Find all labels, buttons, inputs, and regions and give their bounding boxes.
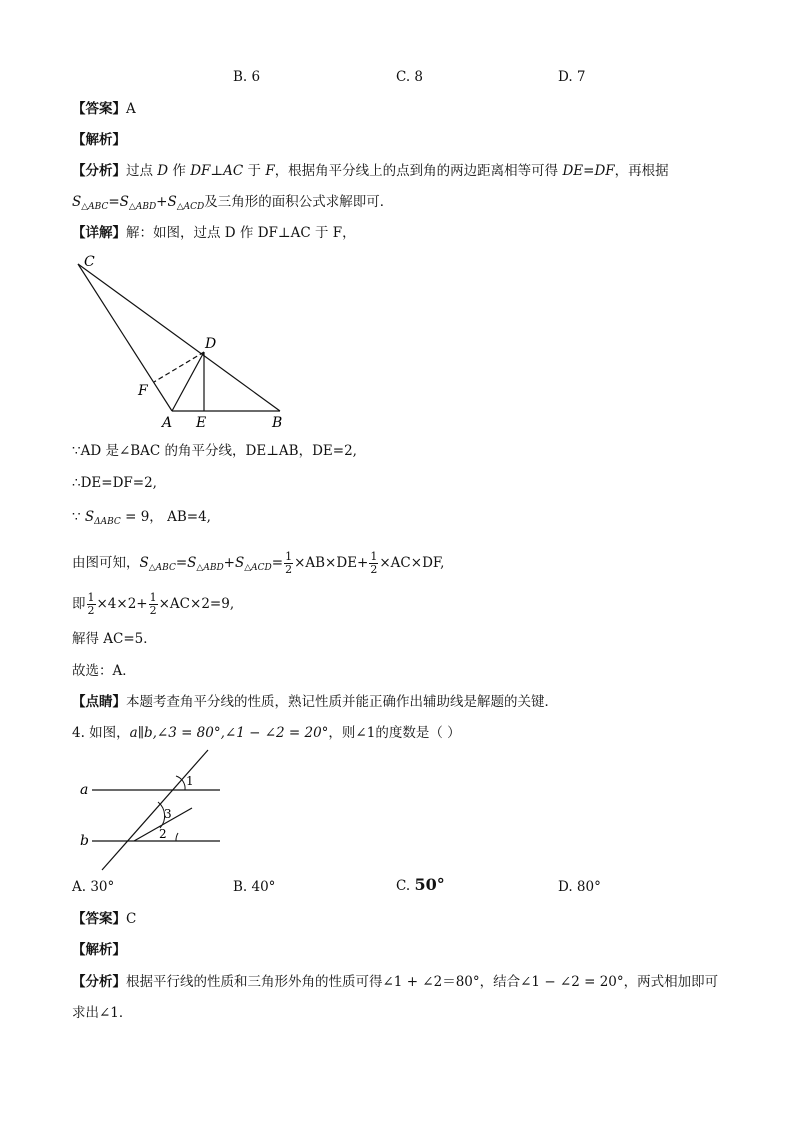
- label-d: D: [205, 336, 217, 352]
- q3-dianjing: 【点睛】本题考查角平分线的性质，熟记性质并能正确作出辅助线是解题的关键．: [72, 694, 558, 710]
- q3-because-2: ∵ $S_{\Delta ABC} = 9$， AB=4,: [72, 509, 211, 527]
- label-a: a: [80, 782, 89, 798]
- q3-solve: 解得 AC=5．: [72, 631, 157, 647]
- q4-option-a: A. 30°: [72, 879, 115, 895]
- q4-answer: 【答案】C: [72, 911, 137, 927]
- q3-because-1: ∵AD 是∠BAC 的角平分线，DE⊥AB，DE=2,: [72, 443, 357, 459]
- q4-analysis-tag: 【解析】: [72, 942, 126, 958]
- q3-fenxi-line2: $S_{\triangle ABC}=S_{\triangle ABD}+S_{\triangle ACD}$及三角形的面积公式求解即可．: [72, 194, 394, 212]
- q4-option-d: D. 80°: [558, 879, 601, 895]
- q3-xiangjie-line: 【详解】解：如图，过点 D 作 DF⊥AC 于 F，: [72, 225, 356, 241]
- q3-ji-line: 即 $\frac{1}{2}$ ×4×2+ $\frac{1}{2}$ ×AC×2=9,: [72, 591, 235, 617]
- fraction-half: $\frac{1}{2}$: [149, 591, 157, 617]
- q3-choose: 故选：A．: [72, 663, 136, 679]
- q3-answer: 【答案】A: [72, 101, 136, 117]
- label-angle-2: 2: [159, 827, 167, 841]
- q3-therefore-1: ∴DE=DF=2,: [72, 475, 157, 491]
- q3-option-c: C. 8: [396, 69, 424, 85]
- fraction-half: $\frac{1}{2}$: [87, 591, 95, 617]
- segment-ca: [78, 264, 172, 411]
- triangle-figure: [70, 248, 300, 433]
- q4-fenxi-line1: 【分析】根据平行线的性质和三角形外角的性质可得∠1 + ∠2＝80°，结合∠1 − ∠2 = 20°，两式相加即可: [72, 974, 719, 990]
- fraction-half: $\frac{1}{2}$: [285, 550, 293, 576]
- label-f: F: [138, 383, 148, 399]
- q3-analysis-tag: 【解析】: [72, 132, 126, 148]
- q4-fenxi-line2: 求出∠1．: [72, 1005, 133, 1021]
- q3-option-d: D. 7: [558, 69, 586, 85]
- label-b: B: [272, 415, 283, 431]
- q4-option-b: B. 40°: [233, 879, 276, 895]
- label-e: E: [196, 415, 207, 431]
- transversal: [102, 750, 208, 870]
- q4-option-c: C. 50°: [396, 875, 445, 894]
- label-angle-1: 1: [186, 774, 194, 788]
- label-b: b: [80, 833, 89, 849]
- angle-2-arc: [176, 833, 178, 841]
- label-a: A: [162, 415, 173, 431]
- segment-ad: [172, 352, 204, 411]
- segment-cb: [78, 264, 280, 411]
- q3-fenxi-line1: 【分析】过点 D 作 DF⊥AC 于 F，根据角平分线上的点到角的两边距离相等可得 DE=DF，再根据: [72, 163, 669, 179]
- label-angle-3: 3: [164, 807, 172, 821]
- parallel-lines-figure: [72, 746, 232, 874]
- label-c: C: [84, 254, 95, 270]
- q3-from-figure: 由图可知，$S_{\triangle ABC}=S_{\triangle ABD}+S_{\triangle ACD}=$ $\frac{1}{2}$ ×AB×DE+ $\frac{1}{2}$ ×AC×DF,: [72, 550, 445, 576]
- q4-stem: 4. 如图，a∥b,∠3 = 80°,∠1 − ∠2 = 20°，则∠1的度数是（ ）: [72, 725, 461, 741]
- q3-option-b: B. 6: [233, 69, 261, 85]
- fraction-half: $\frac{1}{2}$: [370, 550, 378, 576]
